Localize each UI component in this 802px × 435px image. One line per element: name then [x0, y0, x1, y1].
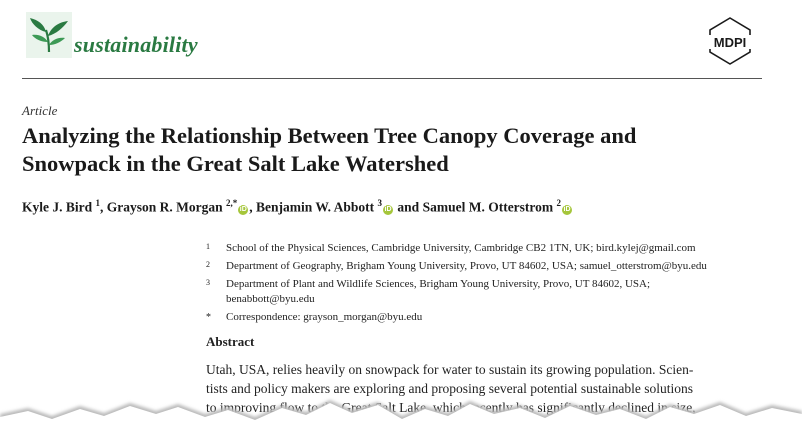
author-name[interactable]: Samuel M. Otterstrom [422, 199, 554, 215]
abstract-line: to improving flow to the Great Salt Lake, which recently has significantly declined in size, [206, 400, 696, 415]
affiliation-text: School of the Physical Sciences, Cambridge University, Cambridge CB2 1TN, UK; bird.kylej@gmail.com [226, 242, 696, 254]
affiliation-number: 3 [206, 278, 210, 287]
abstract-heading: Abstract [206, 334, 255, 349]
article-type: Article [22, 103, 58, 118]
author-name[interactable]: Kyle J. Bird [22, 199, 93, 215]
author-list: Kyle J. Bird $^1$, Grayson R. Morgan $^{2,*}$iD , Benjamin W. Abbott $^3$iD and Samuel M. Otterstrom $^2$iD [22, 198, 571, 215]
orcid-icon[interactable]: iD [384, 205, 392, 213]
journal-header [22, 10, 762, 70]
author-affil-sup: 1 [95, 198, 100, 208]
author-affil-sup: 3 [377, 198, 383, 208]
publisher-logo [700, 16, 760, 66]
affiliation-item [206, 310, 766, 325]
leaf-logo-icon [26, 12, 72, 58]
abstract-line: Utah, USA, relies heavily on snowpack for water to sustain its growing population. Scien- [206, 362, 694, 377]
affiliation-text: Department of Geography, Brigham Young University, Provo, UT 84602, USA; samuel_otterstrom@byu.edu [226, 260, 707, 272]
affiliation-item [206, 277, 766, 307]
orcid-icon[interactable]: iD [239, 205, 247, 213]
correspondence-text: Correspondence: grayson_morgan@byu.edu [226, 311, 423, 323]
affiliation-text: Department of Plant and Wildlife Sciences, Brigham Young University, Provo, UT 84602, USA; [226, 278, 651, 290]
journal-name: sustainability [74, 32, 198, 57]
title-line: Analyzing the Relationship Between Tree Canopy Coverage and [22, 123, 637, 148]
title-line: Snowpack in the Great Salt Lake Watershed [22, 151, 449, 176]
affiliation-item [206, 241, 766, 256]
header-divider [22, 78, 762, 79]
affiliation-number: * [206, 312, 211, 323]
affiliation-item [206, 259, 766, 274]
publisher-name: MDPI [713, 35, 747, 50]
author-name[interactable]: Grayson R. Morgan [106, 199, 223, 215]
affiliation-number: 1 [206, 242, 210, 251]
affiliation-number: 2 [206, 260, 210, 269]
orcid-icon[interactable]: iD [563, 205, 571, 213]
abstract-line: tists and policy makers are exploring and proposing several potential sustainable solutions [206, 381, 694, 396]
author-affil-sup: 2,* [226, 198, 238, 208]
author-name[interactable]: Benjamin W. Abbott [256, 199, 375, 215]
author-conjunction: and [397, 199, 420, 215]
author-affil-sup: 2 [556, 198, 562, 208]
affiliations [206, 241, 766, 325]
paper-title [22, 122, 782, 178]
affiliation-text: benabbott@byu.edu [226, 293, 315, 305]
torn-paper-edge [0, 392, 802, 435]
